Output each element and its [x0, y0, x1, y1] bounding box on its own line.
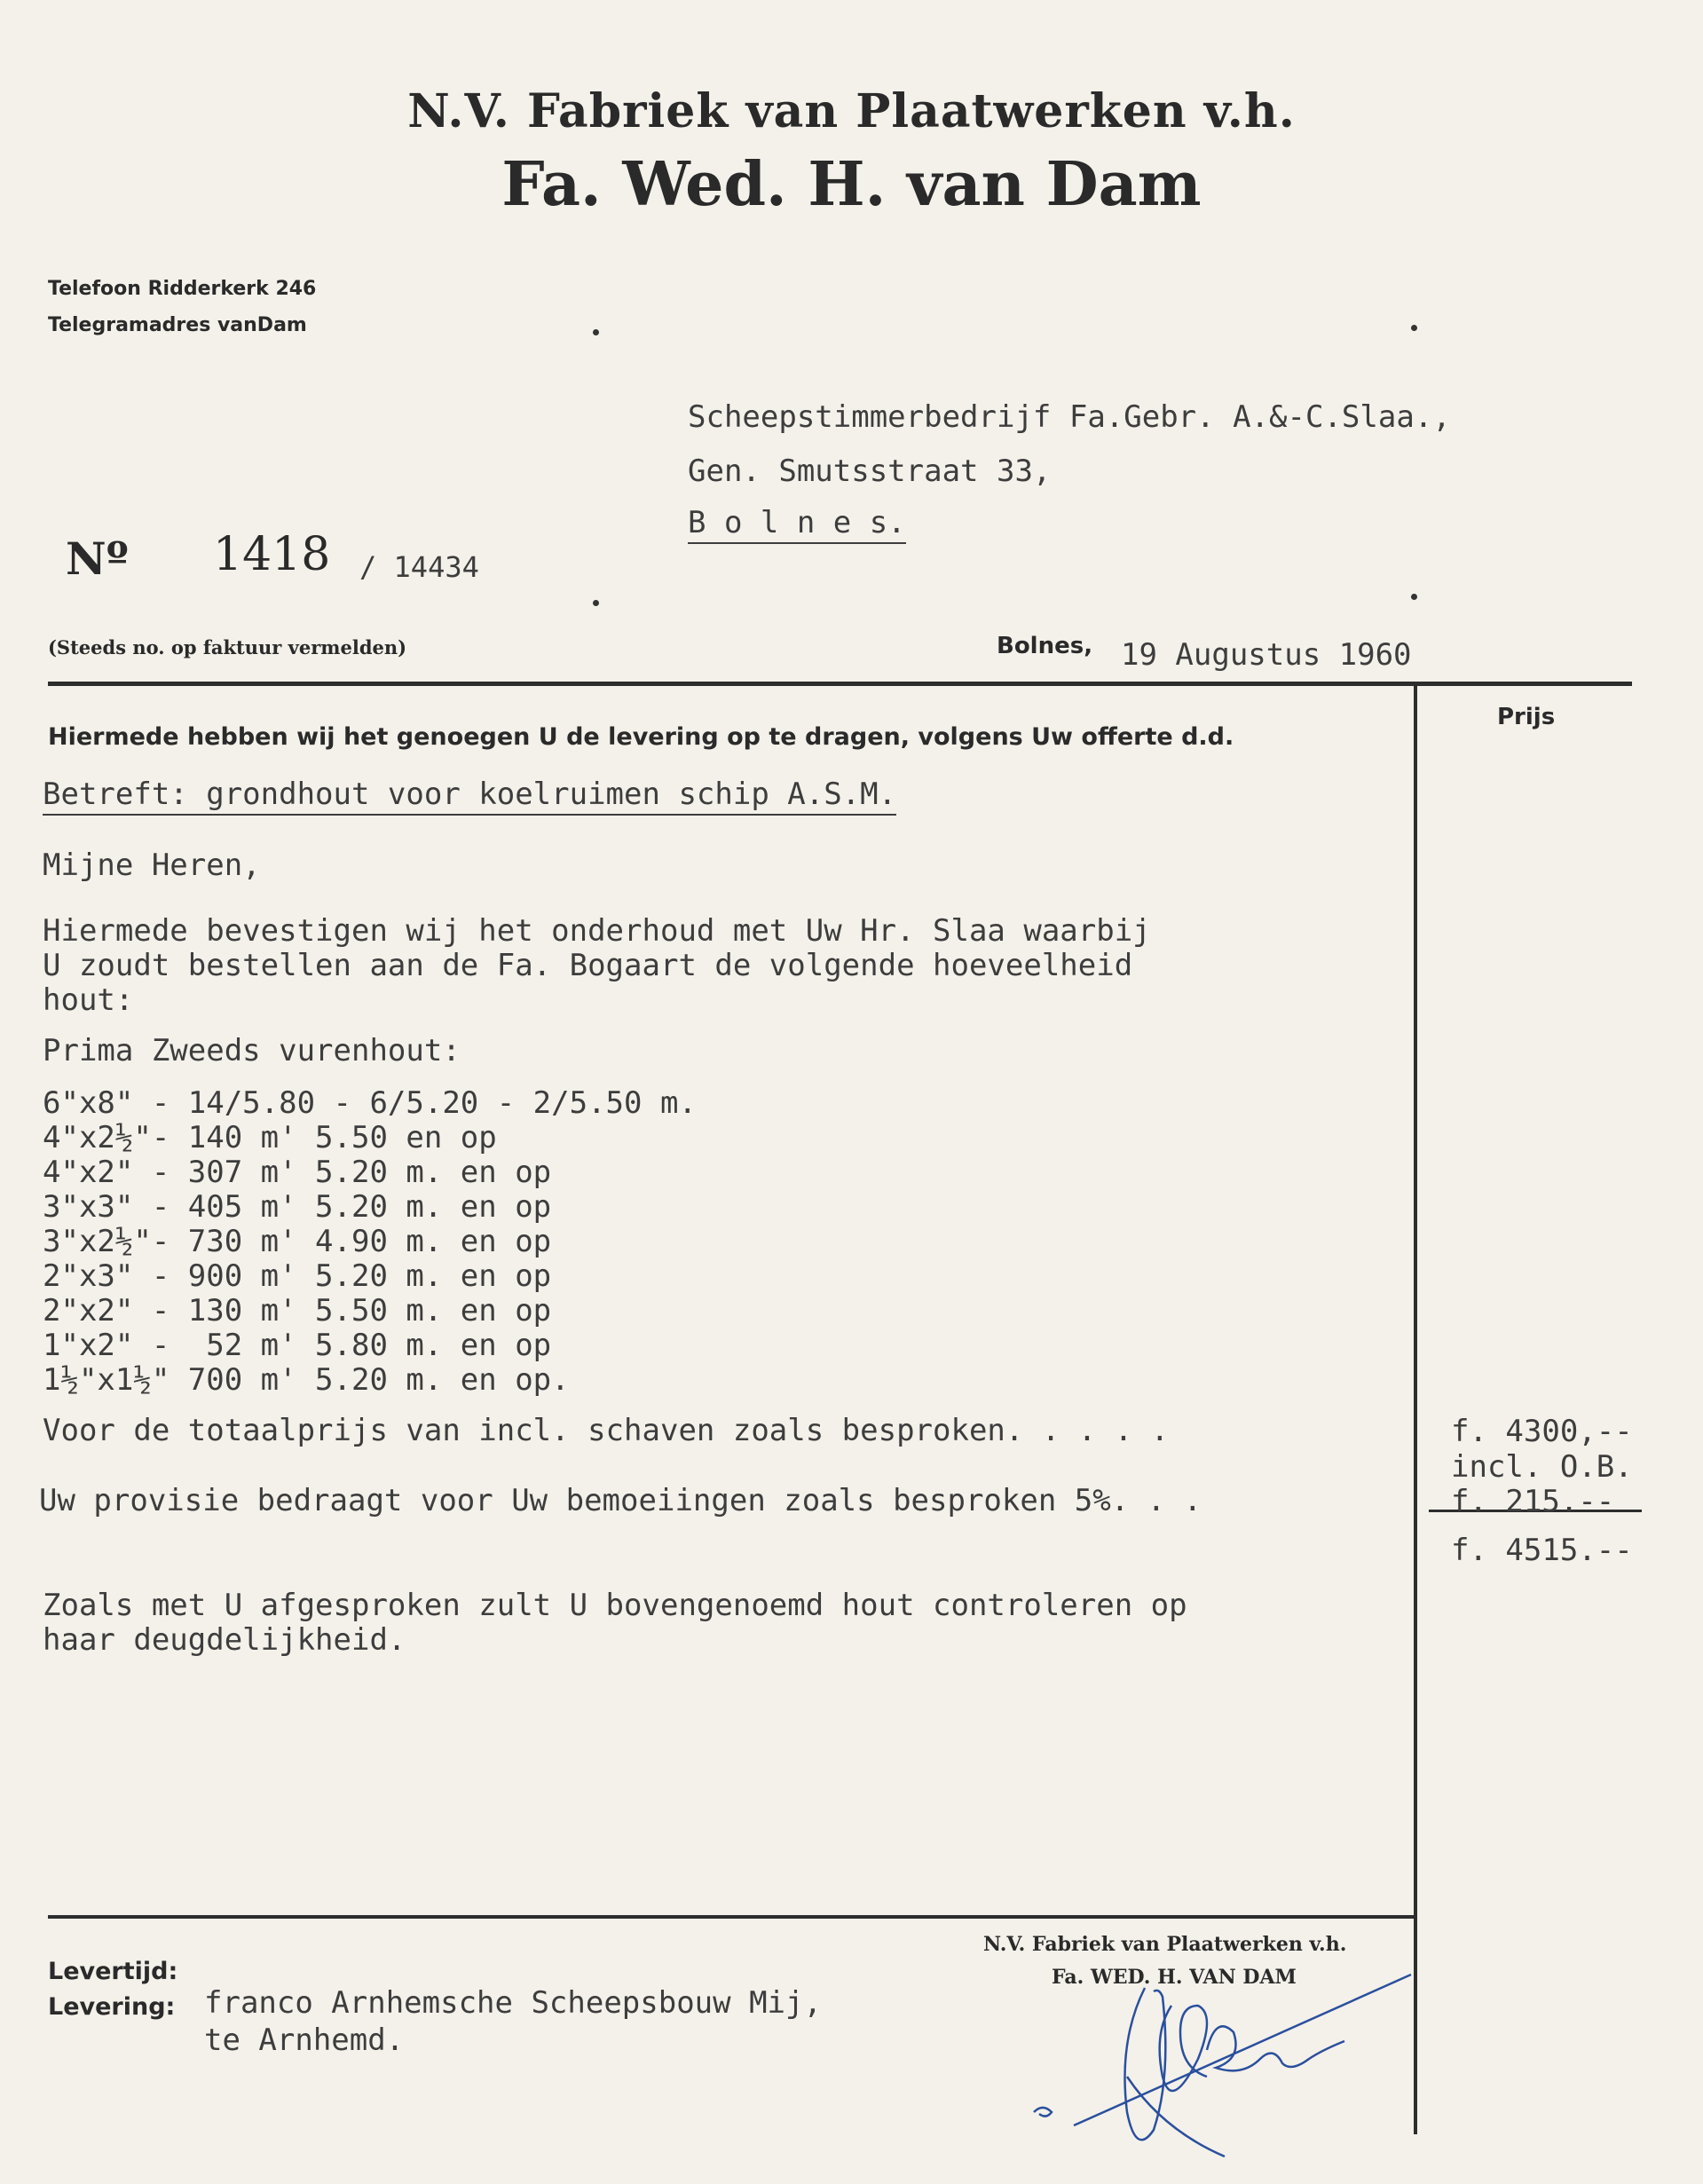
price-grand-total: f. 4515.-- — [1451, 1533, 1633, 1568]
window-mark — [593, 329, 599, 335]
subject-line: Betreft: grondhout voor koelruimen schip A.S.M. — [43, 777, 896, 816]
window-mark — [1411, 325, 1417, 331]
list-item: 3"x2½"- 730 m' 4.90 m. en op — [43, 1224, 552, 1259]
paragraph-line: hout: — [43, 982, 134, 1018]
window-mark — [1411, 594, 1417, 600]
order-number: 1418 — [213, 528, 331, 581]
recipient-street: Gen. Smutsstraat 33, — [688, 453, 1052, 489]
number-note: (Steeds no. op faktuur vermelden) — [48, 636, 407, 658]
letterhead-line1: N.V. Fabriek van Plaatwerken v.h. — [407, 84, 1296, 138]
handwritten-signature — [1021, 1970, 1420, 2183]
closing-line: haar deugdelijkheid. — [43, 1622, 406, 1658]
salutation: Mijne Heren, — [43, 848, 261, 883]
provision-line: Uw provisie bedraagt voor Uw bemoeiingen zoals besproken 5%. . . — [39, 1483, 1202, 1518]
reference-number: / 14434 — [359, 550, 479, 584]
levering-label: Levering: — [48, 1993, 176, 2021]
list-item: 6"x8" - 14/5.80 - 6/5.20 - 2/5.50 m. — [43, 1085, 697, 1121]
signature-company-name: Fa. WED. H. VAN DAM — [1052, 1966, 1297, 1989]
list-item: 4"x2" - 307 m' 5.20 m. en op — [43, 1155, 552, 1190]
table-top-rule — [48, 682, 1632, 686]
number-label: Nº — [66, 532, 129, 585]
delivery-intro: Hiermede hebben wij het genoegen U de levering op te dragen, volgens Uw offerte d.d. — [48, 723, 1234, 751]
recipient-name: Scheepstimmerbedrijf Fa.Gebr. A.&-C.Slaa., — [688, 399, 1451, 435]
list-item: 2"x2" - 130 m' 5.50 m. en op — [43, 1293, 552, 1329]
dateline-place: Bolnes, — [997, 633, 1093, 659]
list-item: 2"x3" - 900 m' 5.20 m. en op — [43, 1258, 552, 1294]
total-line: Voor de totaalprijs van incl. schaven zoals besproken. . . . . — [43, 1413, 1170, 1448]
price-total: f. 4300,-- — [1451, 1414, 1633, 1449]
price-provision: f. 215.-- — [1451, 1484, 1615, 1519]
recipient-city: B o l n e s. — [688, 505, 906, 544]
dateline-date: 19 Augustus 1960 — [1121, 637, 1412, 673]
signature-company: N.V. Fabriek van Plaatwerken v.h. — [983, 1933, 1347, 1956]
levering-line: franco Arnhemsche Scheepsbouw Mij, — [204, 1985, 822, 2021]
phone-number: Telefoon Ridderkerk 246 — [48, 278, 317, 300]
letterhead-company-name: Fa. Wed. H. van Dam — [501, 149, 1202, 220]
price-column-header: Prijs — [1497, 704, 1556, 730]
levering-line: te Arnhemd. — [204, 2022, 405, 2058]
paragraph-line: U zoudt bestellen aan de Fa. Bogaart de volgende hoeveelheid — [43, 948, 1133, 983]
price-vat-note: incl. O.B. — [1451, 1449, 1633, 1485]
telegram-address: Telegramadres vanDam — [48, 314, 307, 336]
list-item: 4"x2½"- 140 m' 5.50 en op — [43, 1120, 497, 1155]
wood-type: Prima Zweeds vurenhout: — [43, 1033, 461, 1068]
table-bottom-rule — [48, 1915, 1415, 1919]
window-mark — [593, 600, 599, 606]
list-item: 3"x3" - 405 m' 5.20 m. en op — [43, 1189, 552, 1225]
closing-line: Zoals met U afgesproken zult U bovengenoemd hout controleren op — [43, 1588, 1187, 1623]
paragraph-line: Hiermede bevestigen wij het onderhoud met Uw Hr. Slaa waarbij — [43, 913, 1151, 949]
levertijd-label: Levertijd: — [48, 1958, 178, 1985]
list-item: 1"x2" - 52 m' 5.80 m. en op — [43, 1328, 552, 1363]
list-item: 1½"x1½" 700 m' 5.20 m. en op. — [43, 1362, 570, 1398]
